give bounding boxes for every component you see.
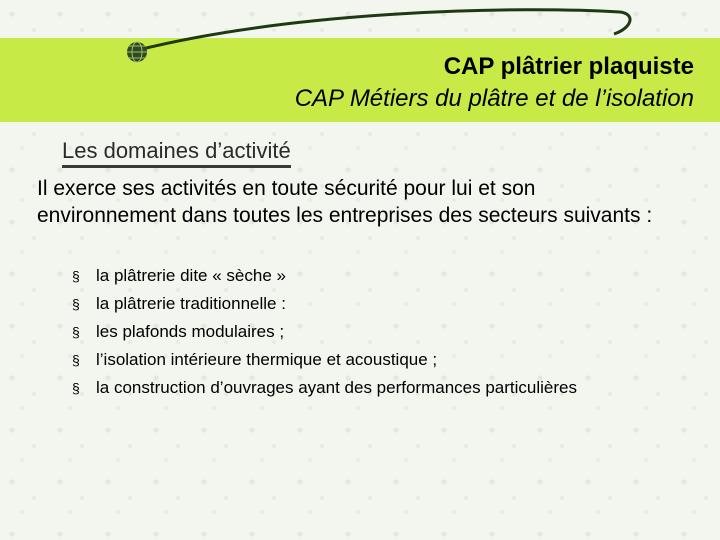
page-title: CAP plâtrier plaquiste <box>443 53 694 80</box>
bullet-icon: § <box>72 268 80 284</box>
section-heading: Les domaines d’activité <box>62 137 291 168</box>
intro-paragraph: Il exerce ses activités en toute sécurité pour lui et son environnement dans toutes les entreprises des secteurs suivants : <box>37 177 653 227</box>
list-item <box>72 318 577 346</box>
list-item-text: l’isolation intérieure thermique et acoustique ; <box>96 350 438 369</box>
list-item <box>72 290 577 318</box>
list-item-text: la construction d’ouvrages ayant des performances particulières <box>96 378 577 397</box>
bullet-icon: § <box>72 380 80 396</box>
bullet-icon: § <box>72 352 80 368</box>
bullet-icon: § <box>72 324 80 340</box>
list-item-text: les plafonds modulaires ; <box>96 322 285 341</box>
list-item-text: la plâtrerie dite « sèche » <box>96 266 286 285</box>
list-item-text: la plâtrerie traditionnelle : <box>96 294 286 313</box>
activity-list <box>72 262 577 402</box>
bullet-icon: § <box>72 296 80 312</box>
list-item <box>72 262 577 290</box>
list-item <box>72 346 577 374</box>
page-subtitle: CAP Métiers du plâtre et de l’isolation <box>294 85 694 112</box>
list-item <box>72 374 577 402</box>
